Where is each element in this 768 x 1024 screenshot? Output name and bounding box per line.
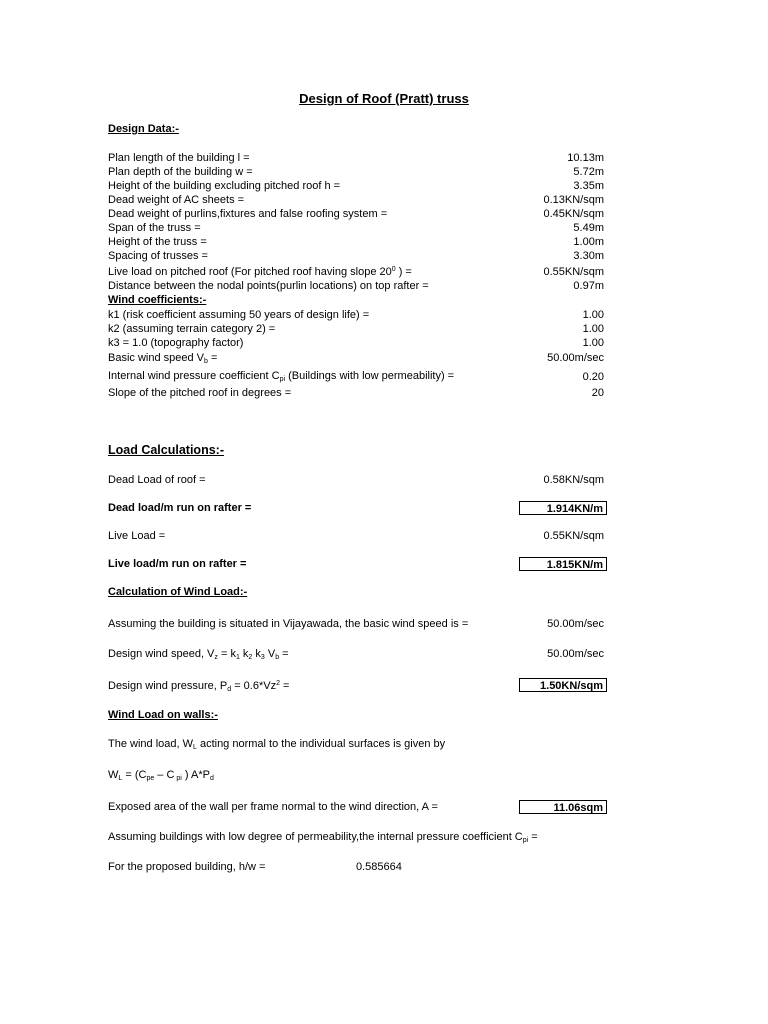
k3-value: 1.00	[582, 337, 604, 349]
roof-slope-label: Slope of the pitched roof in degrees =	[108, 387, 292, 399]
basic-wind-speed-value: 50.00m/sec	[547, 352, 604, 364]
wind-coefficients-heading: Wind coefficients:-	[108, 294, 207, 306]
live-load-roof-value: 0.55KN/sqm	[543, 266, 604, 278]
design-wind-pressure-label: Design wind pressure, $P_d = 0.6*Vz^2$ =	[108, 680, 290, 693]
design-wind-speed-value: 50.00m/sec	[547, 648, 604, 660]
dead-load-roof-value: 0.58KN/sqm	[543, 474, 604, 486]
k1-label: k1 (risk coefficient assuming 50 years of design life) =	[108, 309, 370, 321]
live-load-value: 0.55KN/sqm	[543, 530, 604, 542]
basic-speed-vijayawada-label: Assuming the building is situated in Vijayawada, the basic wind speed is =	[108, 618, 469, 630]
k2-value: 1.00	[582, 323, 604, 335]
basic-speed-vijayawada-value: 50.00m/sec	[547, 618, 604, 630]
nodal-distance-value: 0.97m	[573, 280, 604, 292]
nodal-distance-label: Distance between the nodal points(purlin locations) on top rafter =	[108, 280, 429, 292]
wind-load-walls-heading: Wind Load on walls:-	[108, 709, 218, 721]
internal-pressure-coeff-label: Internal wind pressure coefficient $C_{pi}$ (Buildings with low permeability) =	[108, 370, 455, 383]
dead-load-rafter-value: 1.914KN/m	[519, 501, 607, 515]
exposed-area-value: 11.06sqm	[519, 800, 607, 814]
plan-length-label: Plan length of the building l =	[108, 152, 250, 164]
page-title: Design of Roof (Pratt) truss	[299, 91, 469, 106]
building-height-label: Height of the building excluding pitched roof h =	[108, 180, 341, 192]
live-load-roof-label: Live load on pitched roof (For pitched roof having slope $20^0$ ) =	[108, 266, 412, 278]
k2-label: k2 (assuming terrain category 2) =	[108, 323, 276, 335]
live-load-rafter-label: Live load/m run on rafter =	[108, 558, 247, 570]
permeability-coeff-label: Assuming buildings with low degree of permeability,the internal pressure coefficient $C_{pi}$ =	[108, 831, 538, 844]
k1-value: 1.00	[582, 309, 604, 321]
live-load-rafter-value: 1.815KN/m	[519, 557, 607, 571]
truss-span-label: Span of the truss =	[108, 222, 201, 234]
purlin-weight-label: Dead weight of purlins,fixtures and false roofing system =	[108, 208, 388, 220]
plan-depth-value: 5.72m	[573, 166, 604, 178]
design-wind-speed-label: Design wind speed, $V_z = k_1$ $k_2$ $k_3$ $V_b$ =	[108, 648, 289, 661]
truss-height-label: Height of the truss =	[108, 236, 207, 248]
truss-height-value: 1.00m	[573, 236, 604, 248]
ac-sheet-weight-value: 0.13KN/sqm	[543, 194, 604, 206]
design-data-heading: Design Data:-	[108, 123, 179, 135]
k3-label: k3 = 1.0 (topography factor)	[108, 337, 244, 349]
wind-load-intro: The wind load, $W_L$ acting normal to the individual surfaces is given by	[108, 738, 446, 751]
truss-spacing-label: Spacing of trusses =	[108, 250, 208, 262]
wind-load-formula: $W_L = (C_{pe} - C$ $_{pi}$ ) $A*P_d$	[108, 769, 214, 782]
ac-sheet-weight-label: Dead weight of AC sheets =	[108, 194, 245, 206]
h-over-w-label: For the proposed building, h/w =	[108, 861, 266, 873]
exposed-area-label: Exposed area of the wall per frame normal to the wind direction, A =	[108, 801, 438, 813]
plan-length-value: 10.13m	[567, 152, 604, 164]
truss-spacing-value: 3.30m	[573, 250, 604, 262]
internal-pressure-coeff-value: 0.20	[582, 371, 604, 383]
live-load-label: Live Load =	[108, 530, 166, 542]
h-over-w-value: 0.585664	[356, 861, 402, 873]
purlin-weight-value: 0.45KN/sqm	[543, 208, 604, 220]
roof-slope-value: 20	[591, 387, 604, 399]
design-wind-pressure-value: 1.50KN/sqm	[519, 678, 607, 692]
basic-wind-speed-label: Basic wind speed $V_b$ =	[108, 352, 218, 365]
truss-span-value: 5.49m	[573, 222, 604, 234]
building-height-value: 3.35m	[573, 180, 604, 192]
wind-load-heading: Calculation of Wind Load:-	[108, 586, 248, 598]
dead-load-rafter-label: Dead load/m run on rafter =	[108, 502, 252, 514]
plan-depth-label: Plan depth of the building w =	[108, 166, 253, 178]
load-calculations-heading: Load Calculations:-	[108, 443, 224, 457]
dead-load-roof-label: Dead Load of roof =	[108, 474, 206, 486]
